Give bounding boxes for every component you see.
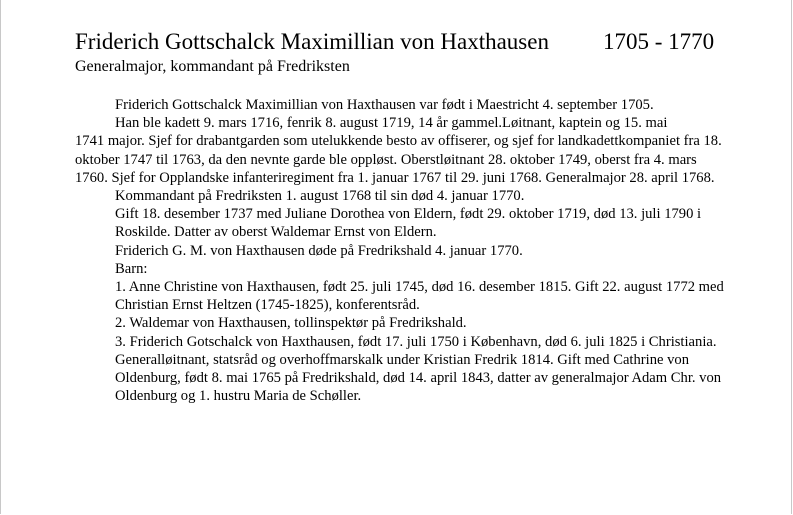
page-title: Friderich Gottschalck Maximillian von Haxthausen [75, 29, 549, 54]
list-item-child-1: 1. Anne Christine von Haxthausen, født 25. juli 1745, død 16. desember 1815. Gift 22. august 1772 med Christian Ernst Heltzen (1745-1825), konferentsråd. [115, 279, 724, 314]
paragraph-career-rest: 1741 major. Sjef for drabantgarden som utelukkende besto av offiserer, og sjef for landkadettkompaniet fra 18. oktober 1747 til 1763, da den nevnte garde ble oppløst. Oberstløitnant 28. oktober 1749, oberst fra 4. mars 1760. Sjef for Opplandske infanteriregiment fra 1. januar 1767 til 29. juni 1768. Generalmajor 28. april 1768. [75, 133, 722, 186]
paragraph-death: Friderich G. M. von Haxthausen døde på Fredrikshald 4. januar 1770. [115, 242, 523, 259]
children-heading: Barn: [115, 260, 148, 277]
paragraph-marriage: Gift 18. desember 1737 med Juliane Dorothea von Eldern, født 29. oktober 1719, død 13. juli 1790 i Roskilde. Datter av oberst Waldemar Ernst von Eldern. [115, 206, 702, 241]
paragraph-career [75, 114, 725, 187]
list-item-child-3: 3. Friderich Gotschalck von Haxthausen, født 17. juli 1750 i København, død 6. juli 1825 i Christiania. Generalløitnant, statsråd og overhoffmarskalk under Kristian Fredrik 1814. Gift med Cathrine von Oldenburg, født 8. mai 1765 på Fredrikshald, død 14. april 1843, datter av generalmajor Adam Chr. von Oldenburg og 1. hustru Maria de Schøller. [115, 333, 722, 405]
page-subtitle: Generalmajor, kommandant på Fredriksten [75, 58, 350, 75]
paragraph-commandant: Kommandant på Fredriksten 1. august 1768 til sin død 4. januar 1770. [115, 188, 525, 205]
document-header [75, 28, 725, 77]
list-item-child-2: 2. Waldemar von Haxthausen, tollinspektør på Fredrikshald. [115, 315, 467, 332]
document-body [75, 96, 725, 405]
lifespan-years: 1705 - 1770 [603, 29, 715, 54]
paragraph-birth: Friderich Gottschalck Maximillian von Haxthausen var født i Maestricht 4. september 1705. [115, 97, 654, 113]
paragraph-career-first-line: Han ble kadett 9. mars 1716, fenrik 8. august 1719, 14 år gammel.Løitnant, kaptein og 15. mai [115, 115, 668, 132]
title-row [75, 28, 725, 56]
